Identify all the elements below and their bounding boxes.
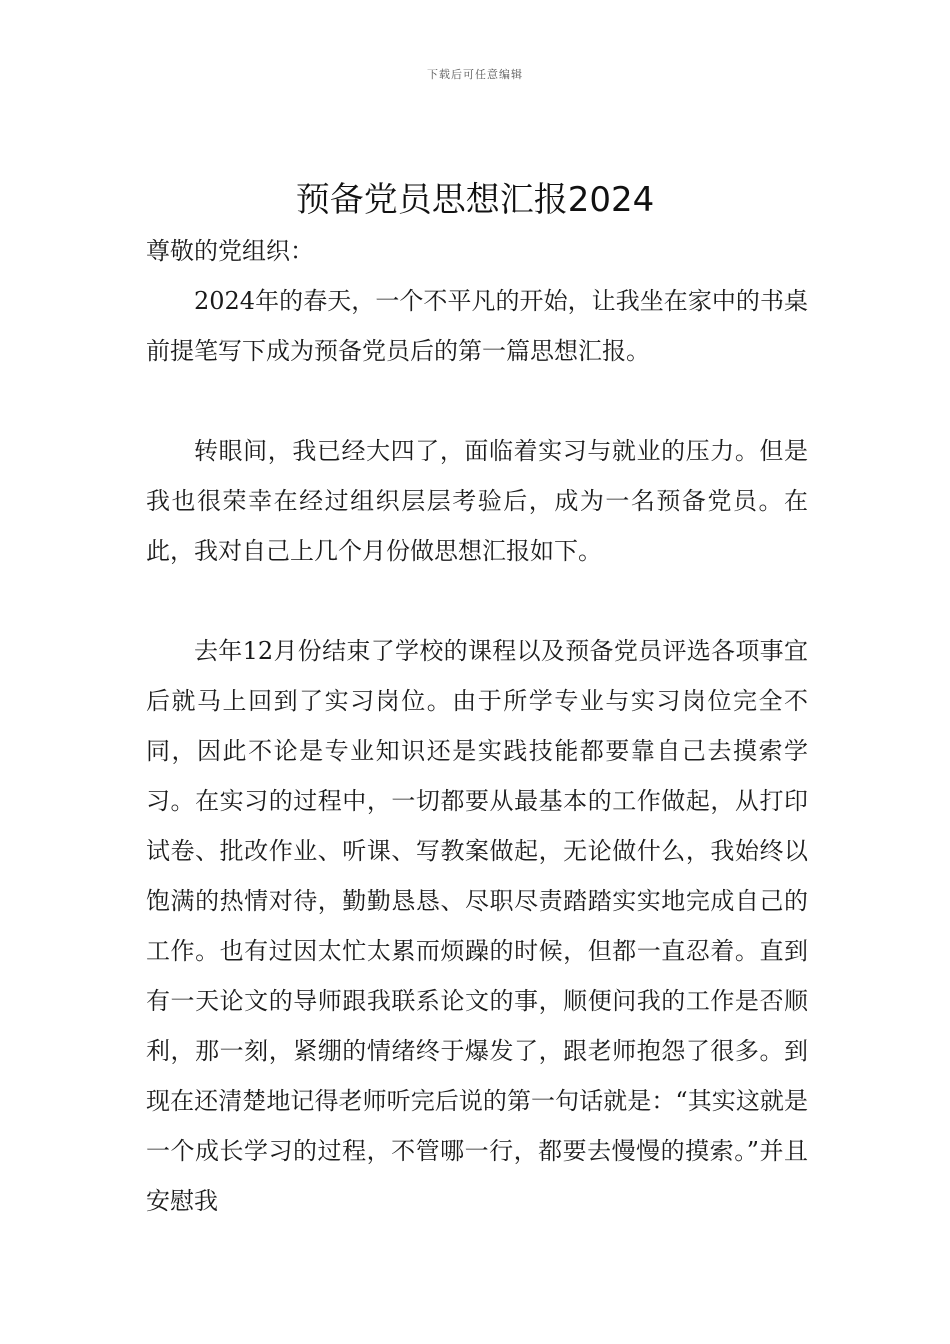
- document-title: 预备党员思想汇报2024: [295, 180, 655, 220]
- salutation: 尊敬的党组织：: [146, 237, 314, 265]
- paragraph-3: 去年12月份结束了学校的课程以及预备党员评选各项事宜后就马上回到了实习岗位。由于所学专业与实习岗位完全不同，因此不论是专业知识还是实践技能都要靠自己去摸索学习。在实习的过程中，一切都要从最基本的工作做起，从打印试卷、批改作业、听课、写教案做起，无论做什么，我始终以饱满的热情对待，勤勤恳恳、尽职尽责踏踏实实地完成自己的工作。也有过因太忙太累而烦躁的时候，但都一直忍着。直到有一天论文的导师跟我联系论文的事，顺便问我的工作是否顺利，那一刻，紧绷的情绪终于爆发了，跟老师抱怨了很多。到现在还清楚地记得老师听完后说的第一句话就是：“其实这就是一个成长学习的过程，不管哪一行，都要去慢慢的摸索。”并且安慰我: [146, 637, 808, 1215]
- document-body: [146, 226, 808, 1226]
- paragraph-2: 转眼间，我已经大四了，面临着实习与就业的压力。但是我也很荣幸在经过组织层层考验后，成为一名预备党员。在此，我对自己上几个月份做思想汇报如下。: [146, 437, 808, 565]
- header-note: 下载后可任意编辑: [427, 68, 523, 81]
- paragraph-1: 2024年的春天，一个不平凡的开始，让我坐在家中的书桌前提笔写下成为预备党员后的第一篇思想汇报。: [146, 287, 808, 365]
